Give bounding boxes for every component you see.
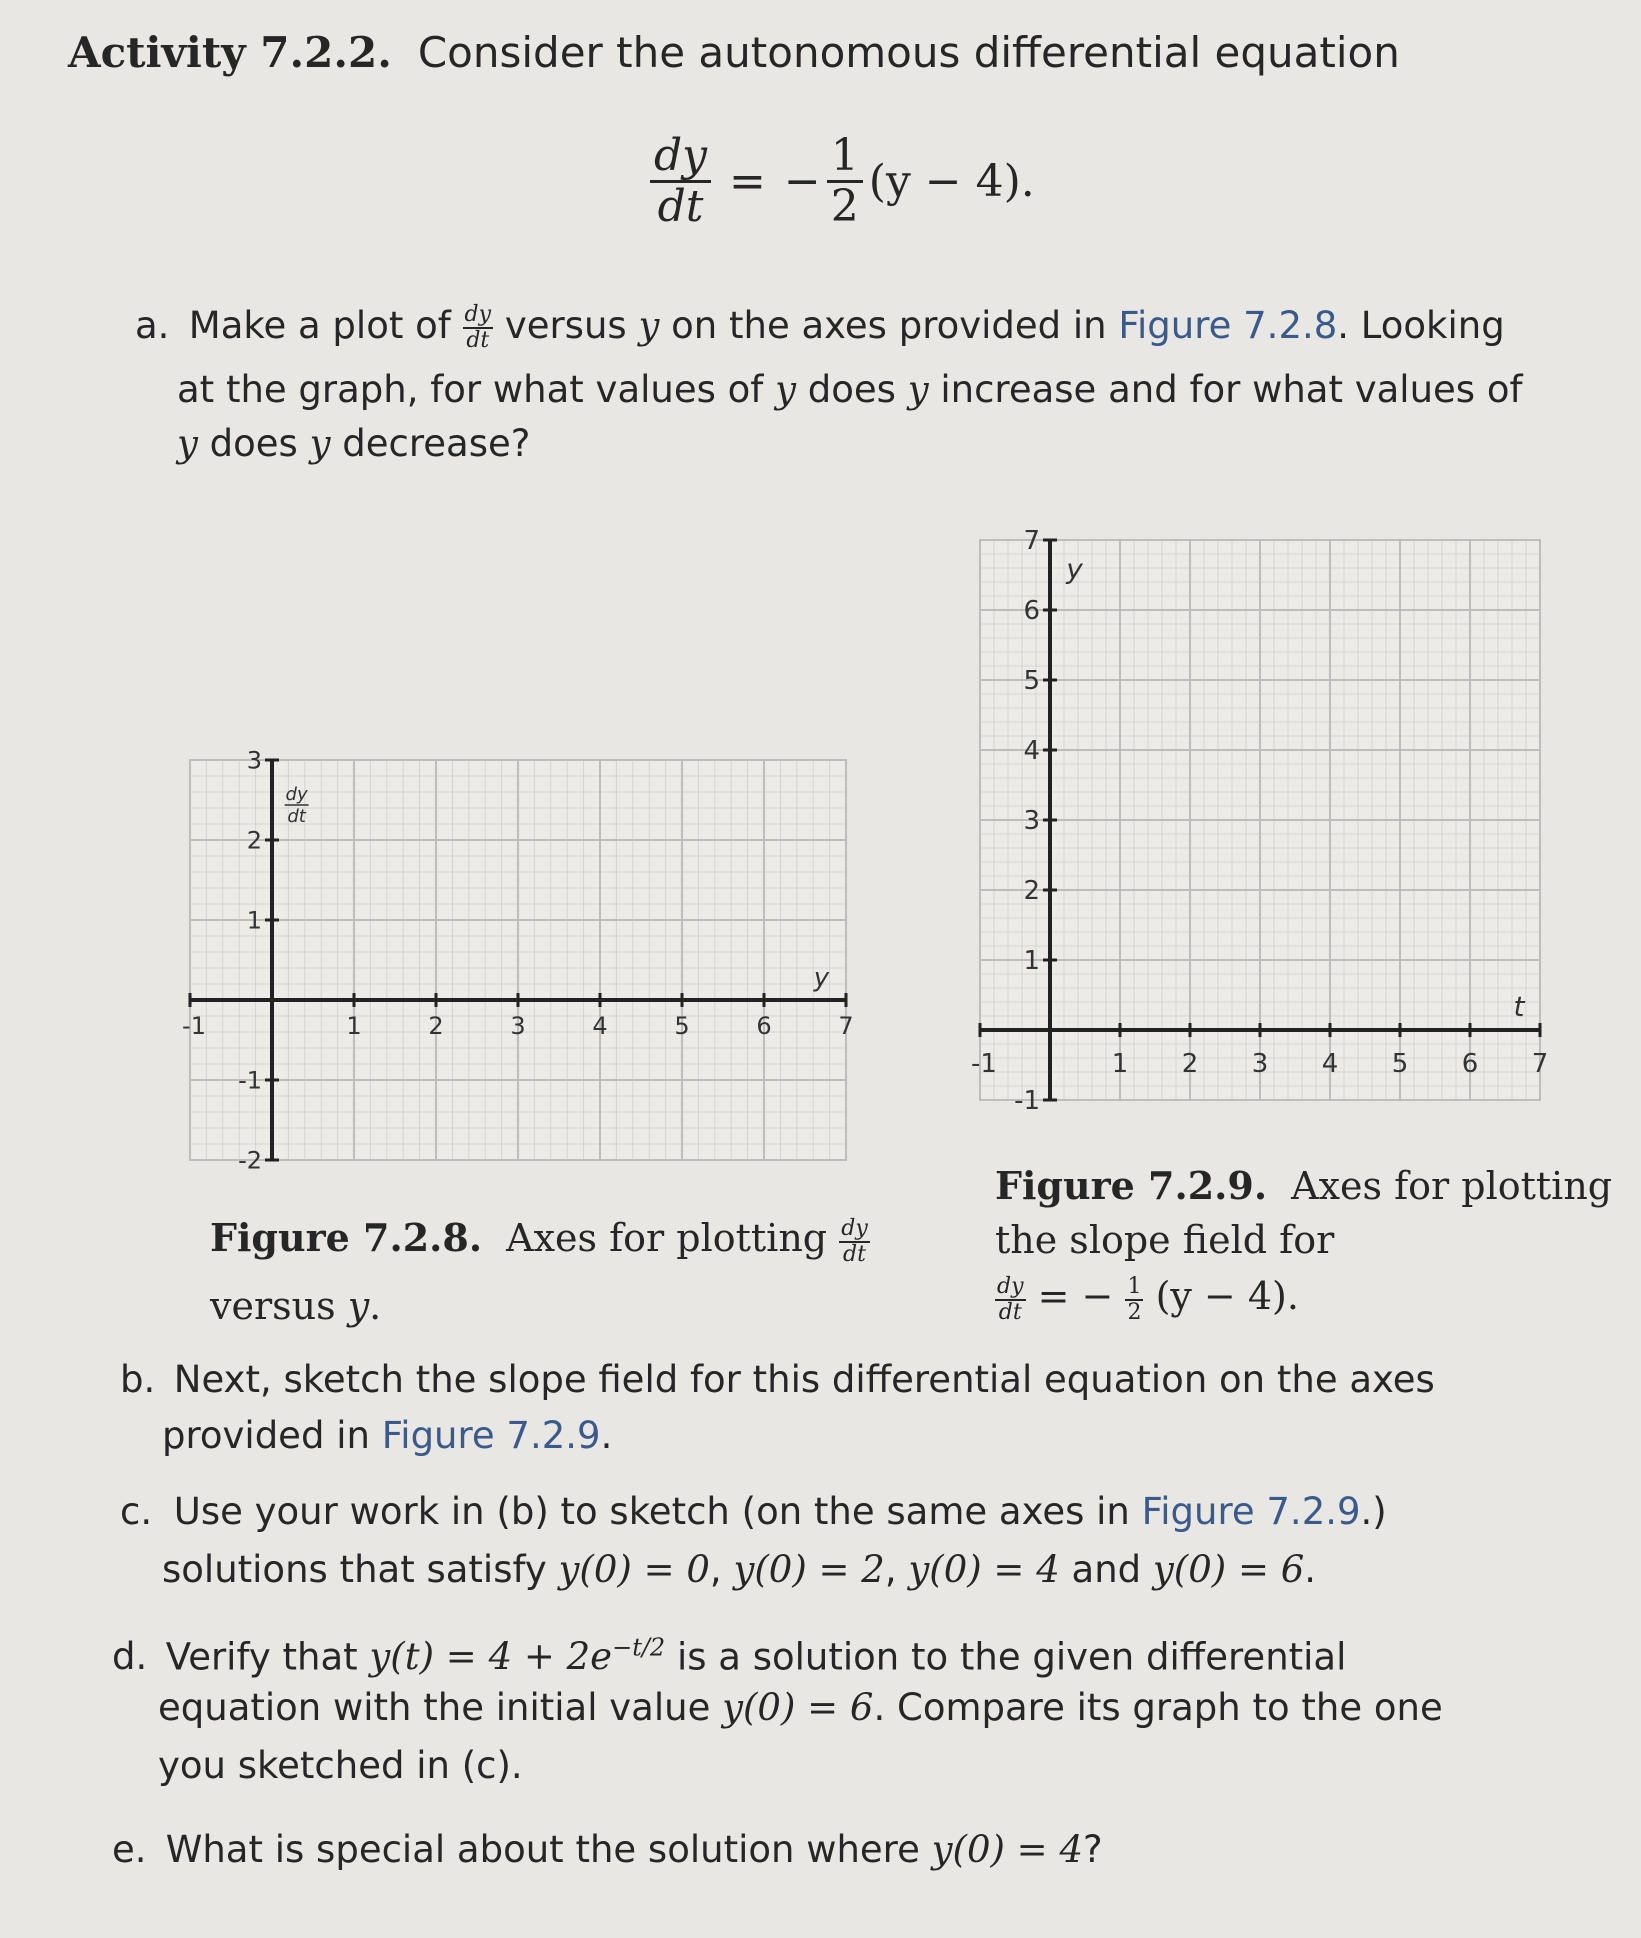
- part-d-label: d.: [112, 1635, 148, 1679]
- part-a-line-1: [135, 298, 1505, 354]
- y-tick-label: 3: [246, 746, 262, 775]
- x-tick-label: 3: [1251, 1049, 1269, 1079]
- part-d-text: equation with the initial value: [158, 1686, 711, 1729]
- eq-lhs-fraction: [650, 132, 711, 232]
- caption-eq-mid: = −: [1037, 1274, 1114, 1318]
- part-e-text: ?: [1083, 1828, 1103, 1871]
- part-a-var: y: [907, 368, 929, 411]
- caption-eq-rhs: (y − 4).: [1155, 1274, 1299, 1318]
- part-d-line-2: [158, 1680, 1443, 1736]
- part-c-text: solutions that satisfy: [162, 1548, 547, 1591]
- x-axis-label: t: [1513, 990, 1525, 1023]
- eq-lhs-den: dt: [657, 181, 704, 233]
- part-d-line-1: [112, 1620, 1346, 1685]
- caption-fraction: [839, 1217, 870, 1265]
- x-tick-label: 1: [346, 1012, 362, 1040]
- part-d-text: is a solution to the given differential: [676, 1635, 1347, 1679]
- activity-heading: [68, 28, 1400, 77]
- part-a-frac-den: dt: [466, 327, 490, 353]
- part-a-fraction: [463, 303, 494, 351]
- figure-7-2-8-caption: [210, 1212, 870, 1266]
- part-a-var: y: [775, 368, 796, 411]
- activity-intro: Consider the autonomous differential equation: [417, 28, 1400, 77]
- part-e-text: What is special about the solution where: [165, 1828, 920, 1871]
- part-a-text: at the graph, for what values of: [177, 368, 764, 411]
- y-tick-label: 5: [1023, 666, 1040, 697]
- figure-7-2-9-axes: [950, 520, 1570, 1120]
- initial-condition: y(0) = 4: [931, 1828, 1083, 1871]
- part-a-text: versus: [504, 304, 627, 347]
- part-b-line-1: [120, 1352, 1435, 1408]
- x-tick-label: 7: [1531, 1049, 1549, 1079]
- part-e-line-1: [112, 1822, 1103, 1878]
- eq-minus: −: [783, 156, 821, 208]
- caption-label: Figure 7.2.9.: [995, 1163, 1268, 1208]
- x-tick-label: 2: [1181, 1049, 1199, 1079]
- figure-7-2-9-caption: [995, 1160, 1612, 1212]
- figure-7-2-9-link[interactable]: Figure 7.2.9: [1141, 1490, 1361, 1533]
- initial-condition: y(0) = 2: [733, 1548, 885, 1591]
- x-tick-label: 7: [838, 1012, 854, 1040]
- part-a-line-3: [177, 416, 530, 472]
- part-b-text: Next, sketch the slope field for this differential equation on the axes: [173, 1358, 1435, 1401]
- solution-formula: [369, 1635, 665, 1678]
- figure-7-2-9-link[interactable]: Figure 7.2.9: [381, 1414, 601, 1457]
- caption-eq-den: dt: [998, 1299, 1022, 1325]
- x-tick-label: -1: [971, 1049, 997, 1079]
- initial-condition: y(0) = 4: [908, 1548, 1060, 1591]
- y-axis-label-num: dy: [285, 784, 308, 805]
- part-a-frac-num: dy: [464, 302, 492, 328]
- part-d-text: Verify that: [165, 1635, 358, 1679]
- y-tick-label: 4: [1023, 736, 1040, 767]
- part-c-line-1: [120, 1484, 1387, 1540]
- eq-coef-fraction: [827, 132, 863, 232]
- eq-equals: =: [729, 156, 766, 208]
- part-c-text: and: [1071, 1548, 1142, 1591]
- x-tick-label: 2: [428, 1012, 444, 1040]
- caption-text: .: [369, 1284, 382, 1328]
- caption-eq-coef: [1125, 1275, 1143, 1323]
- y-axis-label: y: [1066, 552, 1083, 586]
- eq-coef-den: 2: [830, 181, 859, 233]
- initial-condition: y(0) = 0: [558, 1548, 710, 1591]
- caption-text: versus: [210, 1284, 336, 1328]
- x-tick-label: 1: [1111, 1049, 1129, 1079]
- y-tick-label: 1: [246, 906, 262, 935]
- x-tick-label: 6: [1461, 1049, 1479, 1079]
- y-tick-label: 7: [1023, 526, 1040, 557]
- x-tick-label: 6: [756, 1012, 772, 1040]
- x-tick-label: 5: [674, 1012, 690, 1040]
- part-a-text: decrease?: [342, 422, 531, 465]
- part-a-text: on the axes provided in: [671, 304, 1107, 347]
- x-tick-label: 4: [592, 1012, 608, 1040]
- y-tick-label: 1: [1023, 946, 1040, 977]
- y-tick-label: -2: [238, 1146, 262, 1175]
- part-b-text: .: [600, 1414, 613, 1457]
- caption-text: Axes for plotting: [1291, 1164, 1613, 1208]
- part-a-text: . Looking: [1337, 304, 1505, 347]
- part-b-text: provided in: [162, 1414, 370, 1457]
- caption-label: Figure 7.2.8.: [210, 1215, 483, 1260]
- part-a-line-2: [177, 362, 1523, 418]
- part-a-var: y: [638, 304, 660, 347]
- figure-7-2-8-link[interactable]: Figure 7.2.8: [1118, 304, 1338, 347]
- y-tick-label: 3: [1023, 806, 1040, 837]
- part-a-label: a.: [135, 304, 170, 347]
- caption-var: y: [347, 1284, 370, 1328]
- caption-eq-num: dy: [997, 1274, 1024, 1300]
- caption-eq-fraction: [995, 1275, 1026, 1323]
- caption-frac-den: dt: [843, 1241, 866, 1267]
- x-tick-label: 3: [510, 1012, 526, 1040]
- caption-eq-cnum: 1: [1127, 1274, 1142, 1300]
- y-tick-label: 2: [1023, 876, 1040, 907]
- y-tick-label: -1: [238, 1066, 262, 1095]
- part-c-text: Use your work in (b) to sketch (on the same axes in: [173, 1490, 1130, 1533]
- part-c-line-2: solutions that satisfy y(0) = 0, y(0) = 2, y(0) = 4 and y(0) = 6.: [162, 1548, 1317, 1591]
- solution-base: y(t) = 4 + 2e: [369, 1635, 613, 1679]
- part-a-var: y: [309, 422, 331, 465]
- part-e-label: e.: [112, 1828, 147, 1871]
- part-c-text: .: [1304, 1548, 1317, 1591]
- y-tick-label: 2: [246, 826, 262, 855]
- x-tick-label: 4: [1321, 1049, 1339, 1079]
- caption-frac-num: dy: [841, 1216, 868, 1242]
- x-axis-label: y: [813, 963, 830, 993]
- part-a-text: increase and for what values of: [940, 368, 1523, 411]
- part-a-text: does: [209, 422, 298, 465]
- eq-rhs: (y − 4).: [868, 156, 1035, 208]
- y-tick-label: -1: [1014, 1086, 1040, 1117]
- part-b-line-2: [162, 1408, 612, 1464]
- part-d-text: . Compare its graph to the one: [873, 1686, 1443, 1729]
- initial-condition: y(0) = 6: [1152, 1548, 1305, 1591]
- figure-7-2-8-axes: [150, 720, 870, 1180]
- y-tick-label: 6: [1023, 596, 1040, 627]
- figure-7-2-9-caption-equation: [995, 1270, 1299, 1324]
- part-d-line-3: you sketched in (c).: [158, 1744, 523, 1787]
- caption-text: Axes for plotting: [506, 1216, 828, 1260]
- figure-7-2-9-caption-line-2: the slope field for: [995, 1218, 1335, 1262]
- activity-number: Activity 7.2.2.: [68, 28, 392, 77]
- figure-7-2-8-caption-line-2: [210, 1280, 381, 1332]
- x-tick-label: -1: [182, 1012, 206, 1040]
- eq-lhs-num: dy: [650, 132, 711, 183]
- part-a-text: does: [807, 368, 896, 411]
- eq-coef-num: 1: [827, 132, 863, 183]
- y-axis-label-den: dt: [287, 806, 306, 827]
- part-c-label: c.: [120, 1490, 153, 1533]
- solution-exponent: −t/2: [612, 1634, 666, 1662]
- part-c-text: .): [1360, 1490, 1387, 1533]
- x-tick-label: 5: [1391, 1049, 1409, 1079]
- part-a-var: y: [177, 422, 198, 465]
- part-b-label: b.: [120, 1358, 156, 1401]
- part-a-text: Make a plot of: [188, 304, 451, 347]
- main-equation: [650, 132, 1035, 232]
- initial-condition: y(0) = 6: [722, 1686, 874, 1729]
- caption-eq-cden: 2: [1127, 1299, 1142, 1325]
